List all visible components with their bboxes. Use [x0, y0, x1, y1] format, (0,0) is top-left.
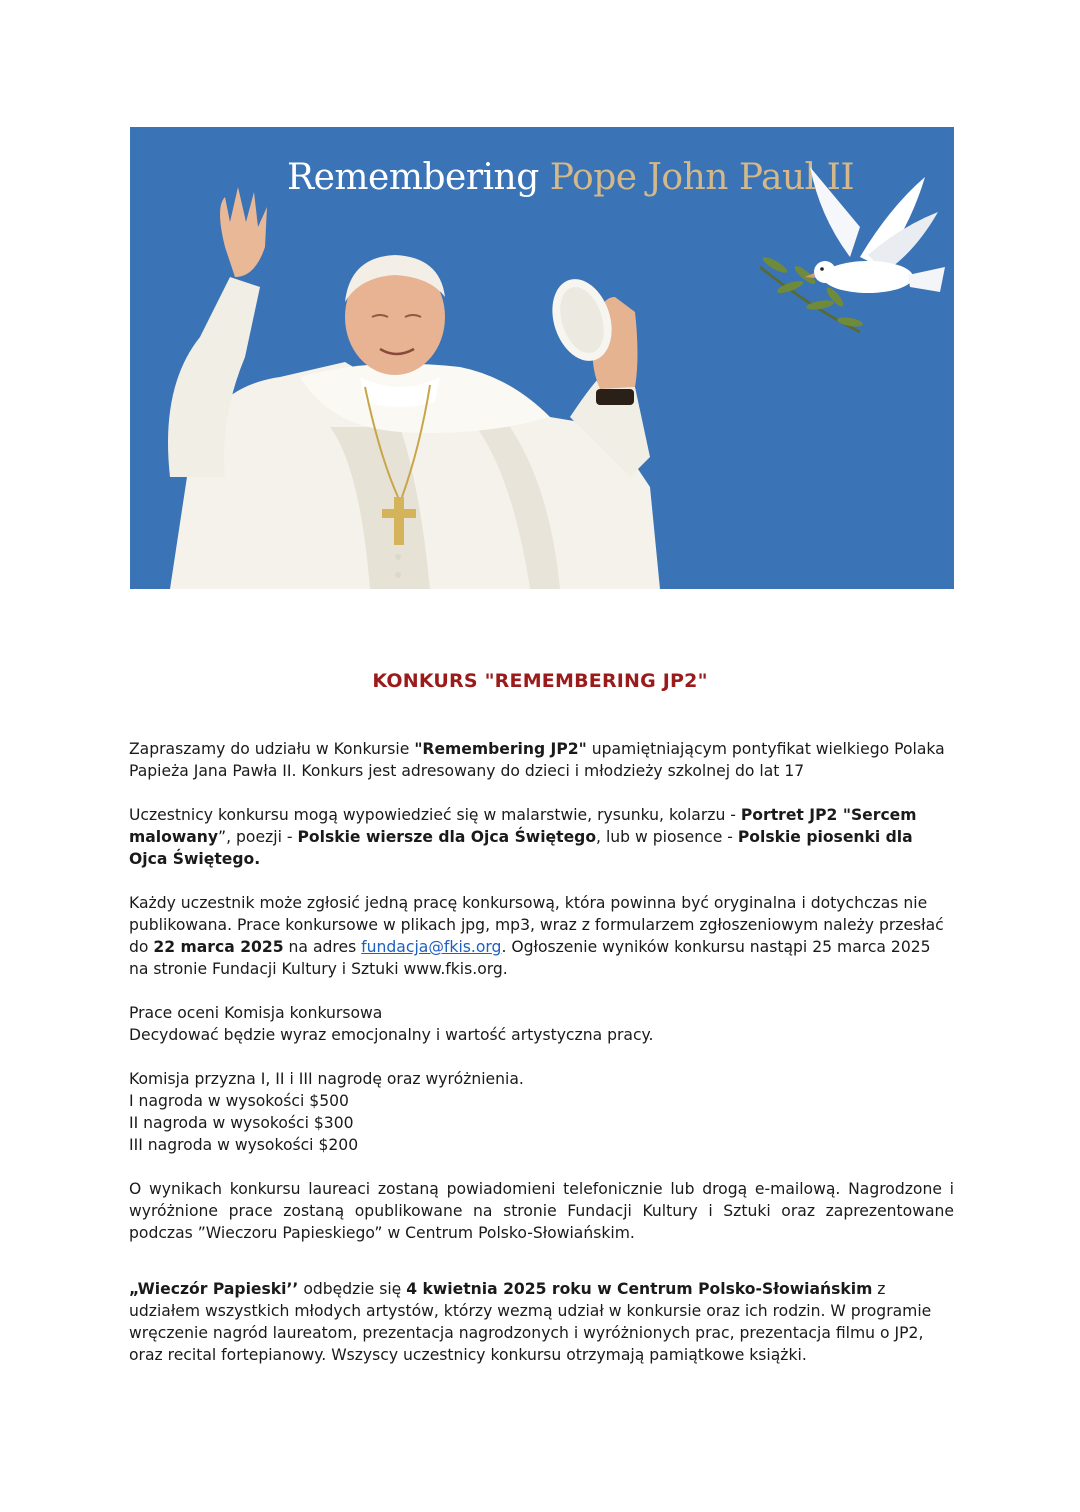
- dove-icon: [750, 157, 950, 337]
- paragraph-submission: [129, 892, 954, 980]
- banner-title-white: Remembering: [287, 157, 539, 198]
- paragraph-results: O wynikach konkursu laureaci zostaną powiadomieni telefonicznie lub drogą e-mailową. Nagrodzone i wyróżnione prace zostaną opublikowane na stronie Fundacji Kultury i Sztuki oraz zaprezentowane podczas ”Wieczoru Papieskiego” w Centrum Polsko-Słowiańskim.: [129, 1180, 954, 1242]
- email-link[interactable]: fundacja@fkis.org: [361, 938, 502, 956]
- text: Komisja przyzna I, II i III nagrodę oraz wyróżnienia.: [129, 1070, 524, 1088]
- bold-text: „Wieczór Papieski’’: [129, 1280, 299, 1298]
- page-title: KONKURS "REMEMBERING JP2": [372, 670, 708, 692]
- paragraph-intro: [129, 738, 954, 782]
- text: odbędzie się: [298, 1280, 407, 1298]
- text: Prace oceni Komisja konkursowa: [129, 1004, 383, 1022]
- text: , lub w piosence -: [596, 828, 738, 846]
- bold-text: Polskie piosenki dla Ojca Świętego.: [129, 828, 913, 868]
- prize-second: II nagroda w wysokości $300: [129, 1114, 354, 1132]
- paragraph-jury: [129, 1002, 954, 1046]
- paragraph-categories: [129, 804, 954, 870]
- text: upamiętniającym pontyfikat wielkiego Polaka Papieża Jana Pawła II. Konkurs jest adresowany do dzieci i młodzieży szkolnej do lat 17: [129, 740, 945, 780]
- text: Uczestnicy konkursu mogą wypowiedzieć się w malarstwie, rysunku, kolarzu -: [129, 806, 741, 824]
- text: Zapraszamy do udziału w Konkursie: [129, 740, 415, 758]
- text: Każdy uczestnik może zgłosić jedną pracę konkursową, która powinna być oryginalna i dotychczas nie publikowana. Prace konkursowe w plikach jpg, mp3, wraz z formularzem zgłoszeniowym należy przesłać do: [129, 894, 944, 956]
- paragraph-evening: [129, 1278, 954, 1366]
- bold-text: 22 marca 2025: [153, 938, 284, 956]
- prize-third: III nagroda w wysokości $200: [129, 1136, 359, 1154]
- text: Decydować będzie wyraz emocjonalny i wartość artystyczna pracy.: [129, 1026, 654, 1044]
- bold-text: Portret JP2 "Sercem malowany: [129, 806, 917, 846]
- banner-title-gold: Pope John Paul II: [549, 157, 855, 198]
- text: ”, poezji -: [218, 828, 298, 846]
- bold-text: 4 kwietnia 2025 roku w Centrum Polsko-Słowiańskim: [406, 1280, 873, 1298]
- bold-text: Polskie wiersze dla Ojca Świętego: [297, 828, 597, 846]
- article-body: [129, 738, 954, 1366]
- paragraph-prizes: [129, 1068, 954, 1156]
- text: z udziałem wszystkich młodych artystów, którzy wezmą udział w konkursie oraz ich rodzin. W programie wręczenie nagród laureatom, prezentacja nagrodzonych i wyróżnionych prac, prezentacja filmu o JP2, oraz recital fortepianowy. Wszyscy uczestnicy konkursu otrzymają pamiątkowe książki.: [129, 1280, 932, 1364]
- bold-text: "Remembering JP2": [414, 740, 587, 758]
- banner-image: [130, 127, 954, 589]
- text: na adres: [283, 938, 362, 956]
- prize-first: I nagroda w wysokości $500: [129, 1092, 349, 1110]
- text: . Ogłoszenie wyników konkursu nastąpi 25 marca 2025 na stronie Fundacji Kultury i Sztuki www.fkis.org.: [129, 938, 931, 978]
